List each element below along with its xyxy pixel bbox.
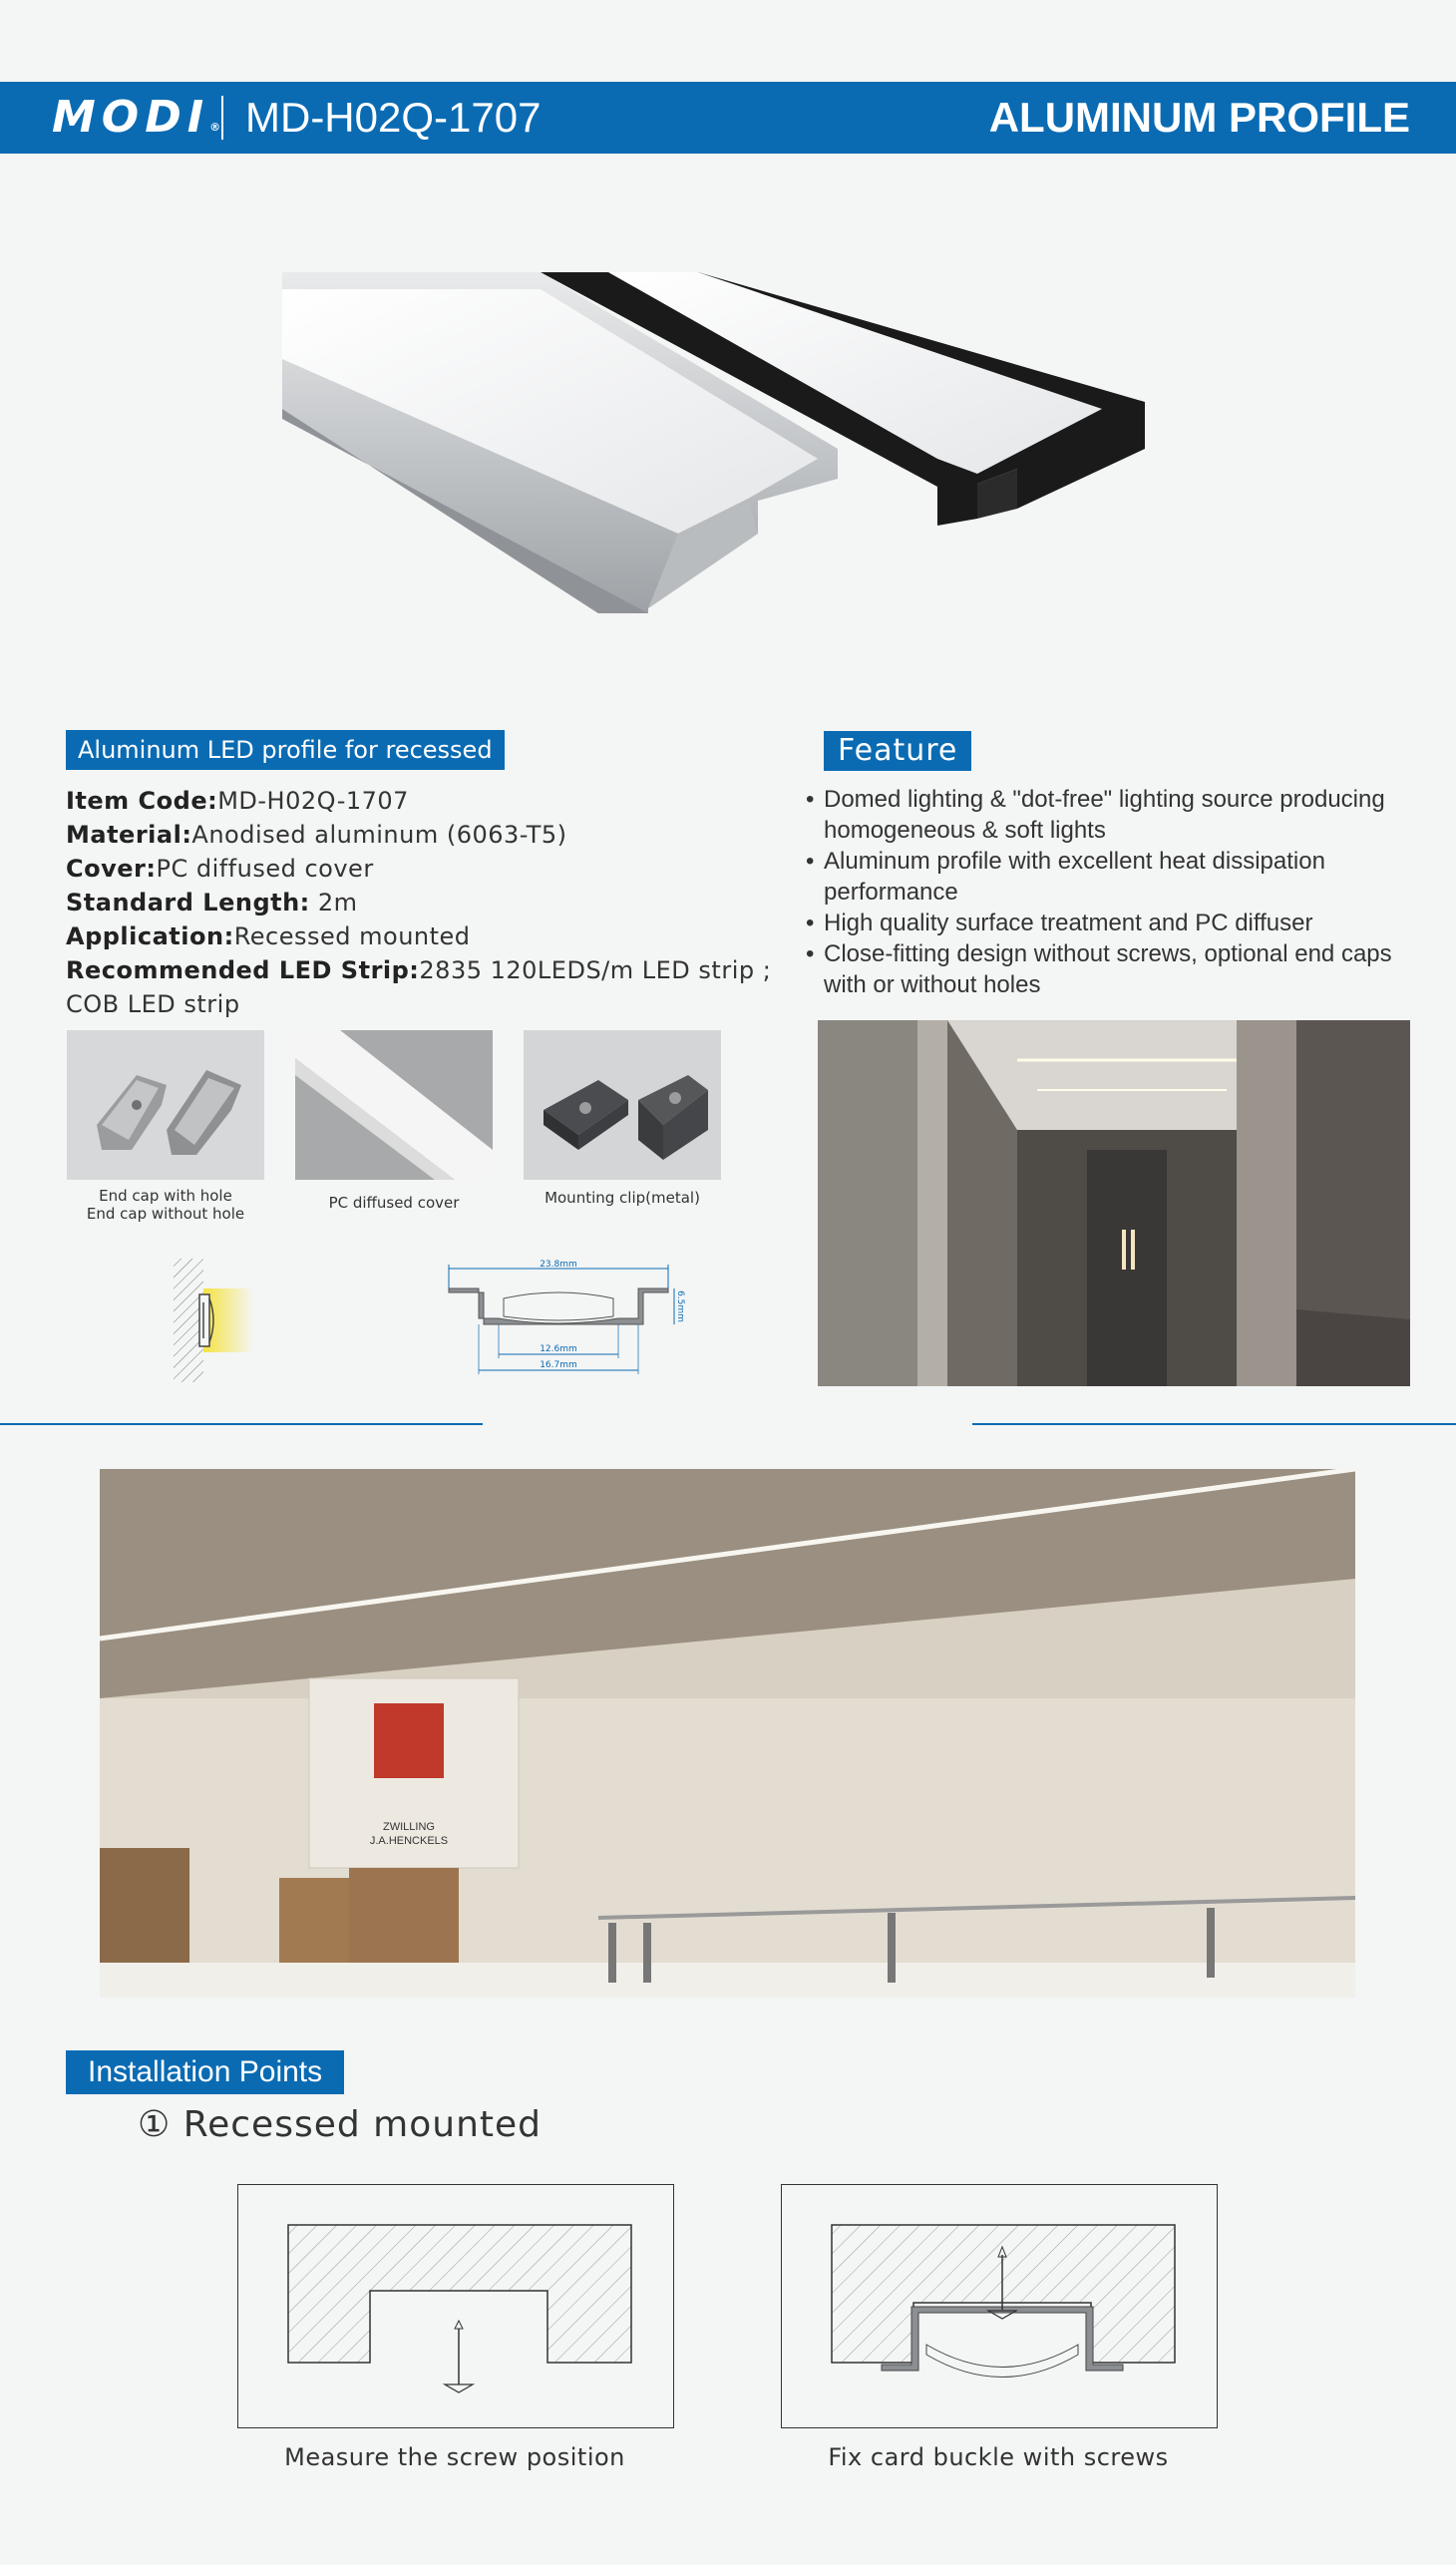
step2-caption: Fix card buckle with screws	[828, 2443, 1169, 2471]
spec-tag: Aluminum LED profile for recessed	[66, 730, 505, 770]
corridor-application-photo	[818, 1020, 1410, 1386]
dim-outer-bottom: 16.7mm	[540, 1360, 577, 1370]
pc-cover-image	[295, 1030, 493, 1180]
hero-product-image	[279, 269, 1157, 628]
feature-tag: Feature	[824, 731, 971, 771]
dim-width-top: 23.8mm	[540, 1260, 577, 1270]
spec-row-length: Standard Length: 2m	[66, 889, 358, 916]
spec-row-application: Application:Recessed mounted	[66, 922, 471, 950]
recessed-mount-icon	[170, 1259, 269, 1382]
feature-item: • Close-fitting design without screws, optional end caps with or without holes	[806, 938, 1424, 1000]
section-divider-right	[972, 1423, 1456, 1425]
kitchen-logo-line1: ZWILLING	[383, 1821, 435, 1833]
header-separator	[221, 96, 223, 140]
measure-screw-diagram	[237, 2184, 674, 2428]
kitchen-application-photo	[100, 1469, 1355, 1998]
feature-list	[806, 784, 1424, 1000]
pc-cover-caption: PC diffused cover	[328, 1194, 460, 1212]
kitchen-logo-line2: J.A.HENCKELS	[369, 1835, 449, 1847]
installation-tag: Installation Points	[66, 2050, 344, 2094]
product-category: ALUMINUM PROFILE	[988, 94, 1410, 141]
mounting-clip-caption: Mounting clip(metal)	[545, 1189, 700, 1207]
kitchen-photo-drawing	[100, 1469, 1355, 1998]
spec-row-led-strip: Recommended LED Strip:2835 120LEDS/m LED strip ;	[66, 956, 772, 984]
spec-row-item-code: Item Code:MD-H02Q-1707	[66, 787, 409, 815]
feature-item: • High quality surface treatment and PC diffuser	[806, 908, 1424, 938]
end-cap-image	[67, 1030, 264, 1180]
brand-logo: MODI®	[52, 92, 221, 143]
fix-buckle-diagram	[781, 2184, 1218, 2428]
spec-row-material: Material:Anodised aluminum (6063-T5)	[66, 821, 567, 849]
dim-inner-bottom: 12.6mm	[540, 1344, 577, 1354]
spec-list	[66, 784, 772, 1021]
model-number: MD-H02Q-1707	[245, 94, 542, 141]
feature-item: • Aluminum profile with excellent heat dissipation performance	[806, 846, 1424, 908]
feature-item: • Domed lighting & "dot-free" lighting source producing homogeneous & soft lights	[806, 784, 1424, 846]
spec-row-cover: Cover:PC diffused cover	[66, 855, 374, 883]
end-cap-caption: End cap with hole End cap without hole	[86, 1187, 245, 1223]
spec-row-led-strip-cont: COB LED strip	[66, 990, 240, 1018]
installation-title: ① Recessed mounted	[138, 2104, 542, 2145]
mounting-clip-image	[524, 1030, 721, 1180]
dim-height: 6.5mm	[675, 1290, 685, 1322]
profile-dimension-drawing	[439, 1259, 688, 1383]
step1-caption: Measure the screw position	[284, 2443, 625, 2471]
section-divider-left	[0, 1423, 483, 1425]
